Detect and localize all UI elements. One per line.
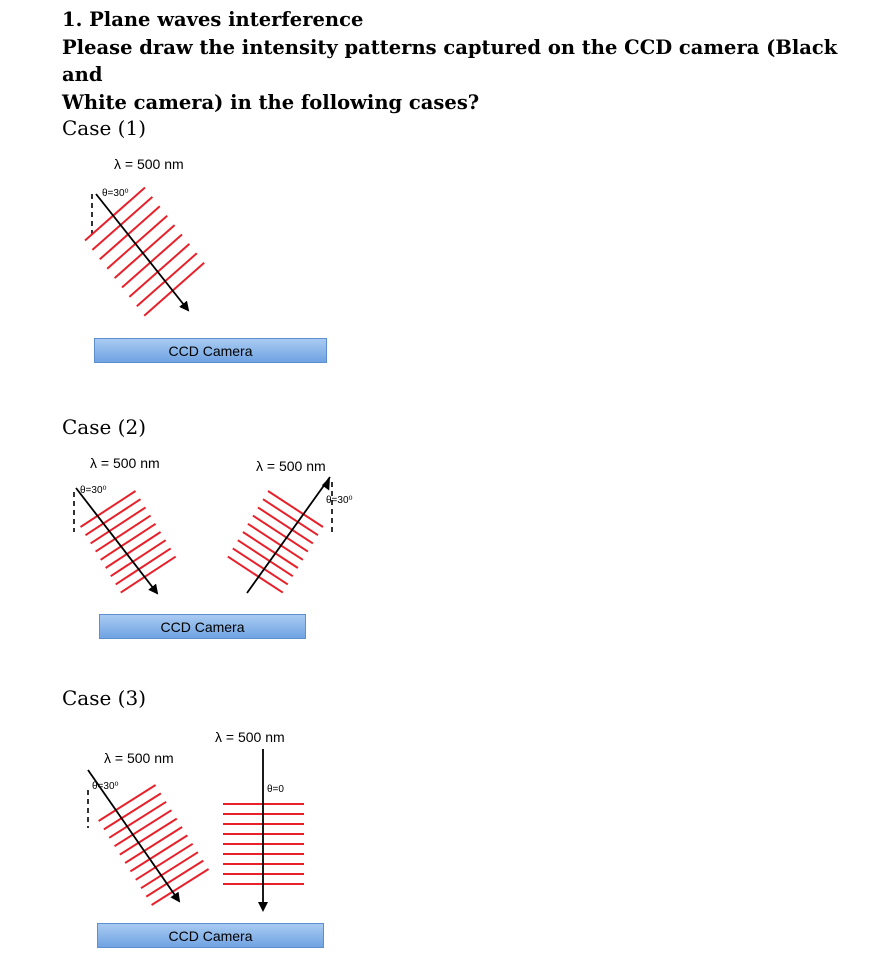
case-3-label: Case (3)	[62, 686, 147, 710]
case-1-wavefront	[137, 253, 197, 306]
case-1-wavefront	[85, 188, 145, 241]
case-3-angle-left: θ=30⁰	[92, 781, 119, 792]
case-1-wavefront	[100, 206, 160, 259]
case-3-left-wavefronts	[99, 785, 209, 905]
case-1-angle: θ=30⁰	[102, 188, 129, 199]
case-2-right-arrowhead	[322, 477, 330, 491]
case-3-ccd-camera: CCD Camera	[97, 923, 324, 948]
case-1-ccd-camera: CCD Camera	[94, 338, 327, 363]
case-1-label: Case (1)	[62, 116, 147, 140]
case-1-wavefront	[92, 197, 152, 250]
case-2-angle-left: θ=30⁰	[80, 485, 107, 496]
case-2-ccd-camera: CCD Camera	[99, 614, 306, 639]
problem-question-line2: White camera) in the following cases?	[62, 90, 480, 114]
case-3-wavelength-left: λ = 500 nm	[104, 750, 174, 766]
case-1-wavefronts	[85, 188, 204, 316]
case-1-propagation-arrow	[96, 194, 188, 310]
case-2-wavelength-left: λ = 500 nm	[90, 455, 160, 471]
case-1-wavefront	[144, 263, 204, 316]
case-1-wavefront	[129, 244, 189, 297]
case-2-left-wavefronts	[81, 491, 176, 593]
case-2-label: Case (2)	[62, 415, 147, 439]
case-3-angle-right: θ=0	[267, 784, 284, 795]
case-3-wavelength-right: λ = 500 nm	[215, 729, 285, 745]
case-2-wavelength-right: λ = 500 nm	[256, 458, 326, 474]
case-1-wavelength: λ = 500 nm	[114, 156, 184, 172]
case-2-angle-right: θ=30⁰	[326, 495, 353, 506]
problem-title: 1. Plane waves interference	[62, 8, 364, 31]
case-3-left-propagation-arrow	[88, 770, 179, 901]
case-1-wavefront	[115, 225, 175, 278]
case-1-wavefront	[107, 216, 167, 269]
problem-question-line1: Please draw the intensity patterns captured on the CCD camera (Black and	[62, 35, 838, 86]
case-1-wavefront	[122, 235, 182, 288]
